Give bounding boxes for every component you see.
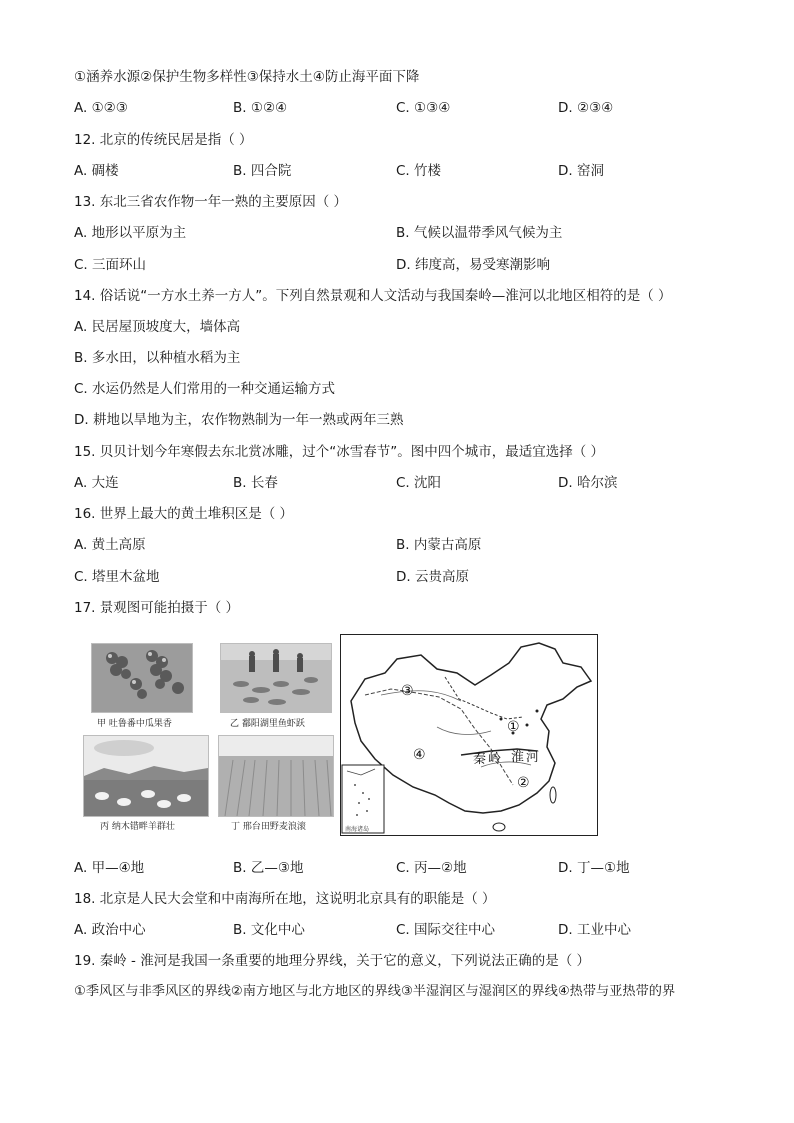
q15-stem: 15. 贝贝计划今年寒假去东北赏冰雕，过个“冰雪春节”。图中四个城市，最适宜选择（ ） [74, 444, 605, 460]
q16-option-c[interactable]: C. 塔里木盆地 [74, 569, 160, 585]
q18-stem: 18. 北京是人民大会堂和中南海所在地，这说明北京具有的职能是（ ） [74, 891, 496, 907]
q16-option-b[interactable]: B. 内蒙古高原 [396, 537, 482, 553]
caption-bing: 丙 纳木错畔羊群壮 [100, 822, 175, 832]
q19-stem: 19. 秦岭 - 淮河是我国一条重要的地理分界线，关于它的意义，下列说法正确的是（ ） [74, 953, 591, 969]
q13-option-b[interactable]: B. 气候以温带季风气候为主 [396, 225, 563, 241]
q17-option-d[interactable]: D. 丁—①地 [558, 860, 630, 876]
china-map [340, 634, 598, 836]
q14-option-c[interactable]: C. 水运仍然是人们常用的一种交通运输方式 [74, 381, 336, 397]
china-outline-map [341, 635, 597, 835]
q11-option-a[interactable]: A. ①②③ [74, 100, 128, 116]
q16-option-a[interactable]: A. 黄土高原 [74, 537, 146, 553]
map-label-huaihe: 淮河 [511, 750, 542, 765]
q14-option-d[interactable]: D. 耕地以旱地为主，农作物熟制为一年一熟或两年三熟 [74, 412, 404, 428]
photo-grapes [91, 643, 193, 713]
q12-option-d[interactable]: D. 窑洞 [558, 163, 604, 179]
caption-yi: 乙 鄱阳湖里鱼虾跃 [230, 719, 305, 729]
map-label-3: ③ [401, 683, 414, 699]
q18-option-c[interactable]: C. 国际交往中心 [396, 922, 496, 938]
q15-option-a[interactable]: A. 大连 [74, 475, 119, 491]
q11-option-c[interactable]: C. ①③④ [396, 100, 451, 116]
q18-option-b[interactable]: B. 文化中心 [233, 922, 305, 938]
q19-statements: ①季风区与非季风区的界线②南方地区与北方地区的界线③半湿润区与湿润区的界线④热带与亚热带的界 [74, 984, 676, 999]
photo-sheep [83, 735, 209, 817]
q15-option-b[interactable]: B. 长春 [233, 475, 278, 491]
q12-option-a[interactable]: A. 碉楼 [74, 163, 119, 179]
q16-option-d[interactable]: D. 云贵高原 [396, 569, 469, 585]
caption-ding: 丁 邢台田野麦浪滚 [231, 822, 306, 832]
photo-wheat [218, 735, 334, 817]
q12-option-b[interactable]: B. 四合院 [233, 163, 292, 179]
q11-statements: ①涵养水源②保护生物多样性③保持水土④防止海平面下降 [74, 69, 420, 85]
q14-option-b[interactable]: B. 多水田，以种植水稻为主 [74, 350, 241, 366]
map-inset-label: 南海诸岛 [345, 826, 370, 833]
q14-stem: 14. 俗话说“一方水土养一方人”。下列自然景观和人文活动与我国秦岭—淮河以北地区相符的是（ ） [74, 288, 672, 304]
q13-stem: 13. 东北三省农作物一年一熟的主要原因（ ） [74, 194, 348, 210]
caption-jia: 甲 吐鲁番中瓜果香 [97, 719, 172, 729]
map-label-qinling: 秦岭 [473, 752, 504, 767]
q13-option-a[interactable]: A. 地形以平原为主 [74, 225, 187, 241]
map-label-1: ① [507, 719, 520, 735]
q14-option-a[interactable]: A. 民居屋顶坡度大，墙体高 [74, 319, 241, 335]
q15-option-c[interactable]: C. 沈阳 [396, 475, 442, 491]
q18-option-a[interactable]: A. 政治中心 [74, 922, 146, 938]
q17-option-b[interactable]: B. 乙—③地 [233, 860, 304, 876]
q18-option-d[interactable]: D. 工业中心 [558, 922, 631, 938]
map-label-2: ② [517, 775, 530, 791]
photo-fishing [220, 643, 332, 713]
map-label-4: ④ [413, 747, 426, 763]
q17-stem: 17. 景观图可能拍摄于（ ） [74, 600, 240, 616]
q15-option-d[interactable]: D. 哈尔滨 [558, 475, 618, 491]
q13-option-d[interactable]: D. 纬度高，易受寒潮影响 [396, 257, 550, 273]
q17-option-c[interactable]: C. 丙—②地 [396, 860, 467, 876]
q13-option-c[interactable]: C. 三面环山 [74, 257, 147, 273]
q16-stem: 16. 世界上最大的黄土堆积区是（ ） [74, 506, 294, 522]
q11-option-d[interactable]: D. ②③④ [558, 100, 614, 116]
q17-option-a[interactable]: A. 甲—④地 [74, 860, 145, 876]
q12-stem: 12. 北京的传统民居是指（ ） [74, 132, 253, 148]
q11-option-b[interactable]: B. ①②④ [233, 100, 288, 116]
q12-option-c[interactable]: C. 竹楼 [396, 163, 442, 179]
